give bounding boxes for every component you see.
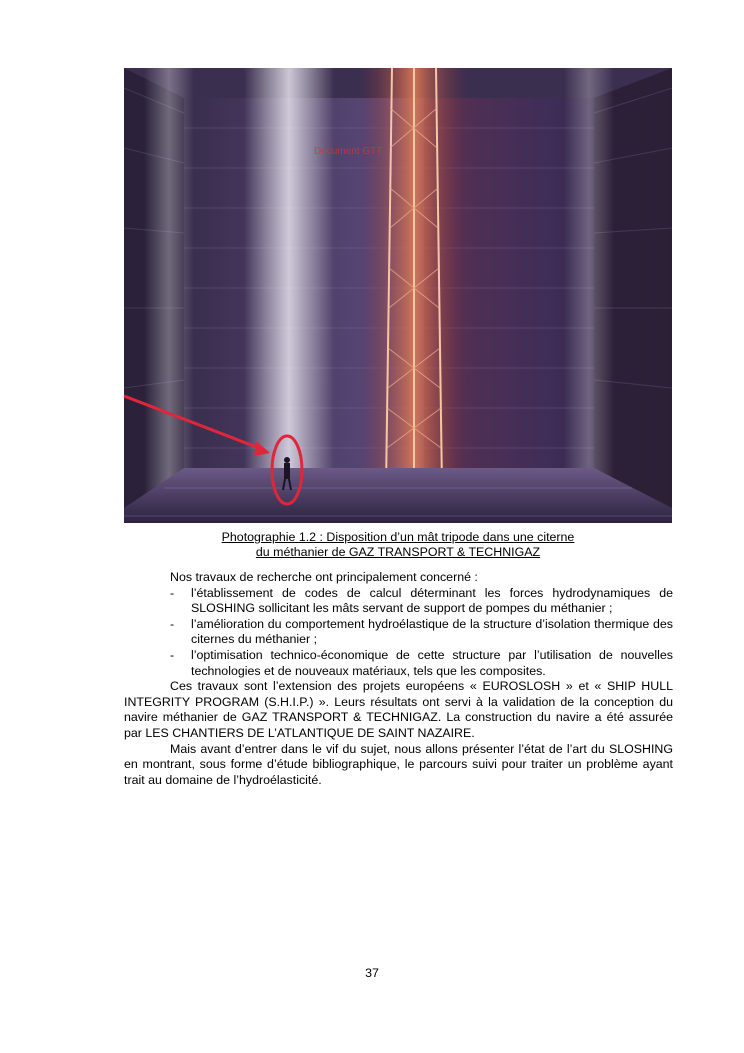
paragraph-projects: Ces travaux sont l’extension des projets européens « EUROSLOSH » et « SHIP HULL INTEGRITY PROGRAM (S.H.I.P.) ». Leurs résultats ont servi à la validation de la conception du navire méthanier de GAZ TRANSPORT & TECHNIGAZ. La construction du navire a été assurée par LES CHANTIERS DE L’ATLANTIQUE DE SAINT NAZAIRE.: [124, 679, 673, 740]
intro-sentence: Nos travaux de recherche ont principalement concerné :: [170, 570, 478, 584]
list-item: - l’établissement de codes de calcul déterminant les forces hydrodynamiques de SLOSHING sollicitant les mâts servant de support de pompes du méthanier ;: [124, 586, 673, 617]
body-text: [124, 570, 673, 788]
tank-photograph: [124, 68, 672, 523]
research-list: [124, 586, 673, 680]
photo-caption: [124, 530, 672, 560]
list-item: - l’amélioration du comportement hydroélastique de la structure d’isolation thermique des citernes du méthanier ;: [124, 617, 673, 648]
caption-line-2: du méthanier de GAZ TRANSPORT & TECHNIGAZ: [255, 545, 541, 559]
caption-line-1: Photographie 1.2 : Disposition d’un mât tripode dans une citerne: [221, 530, 575, 544]
tank-interior-illustration: [124, 68, 672, 523]
paragraph-state-of-art: Mais avant d’entrer dans le vif du sujet, nous allons présenter l’état de l’art du SLOSHING en montrant, sous forme d’étude bibliographique, le parcours suivi pour traiter un problème ayant trait au domaine de l’hydroélasticité.: [124, 741, 673, 787]
list-item: - l’optimisation technico-économique de cette structure par l’utilisation de nouvelles technologies et de nouveaux matériaux, tels que les composites.: [124, 648, 673, 679]
page-number: 37: [365, 966, 379, 980]
photo-watermark: Document GTT: [314, 146, 383, 157]
